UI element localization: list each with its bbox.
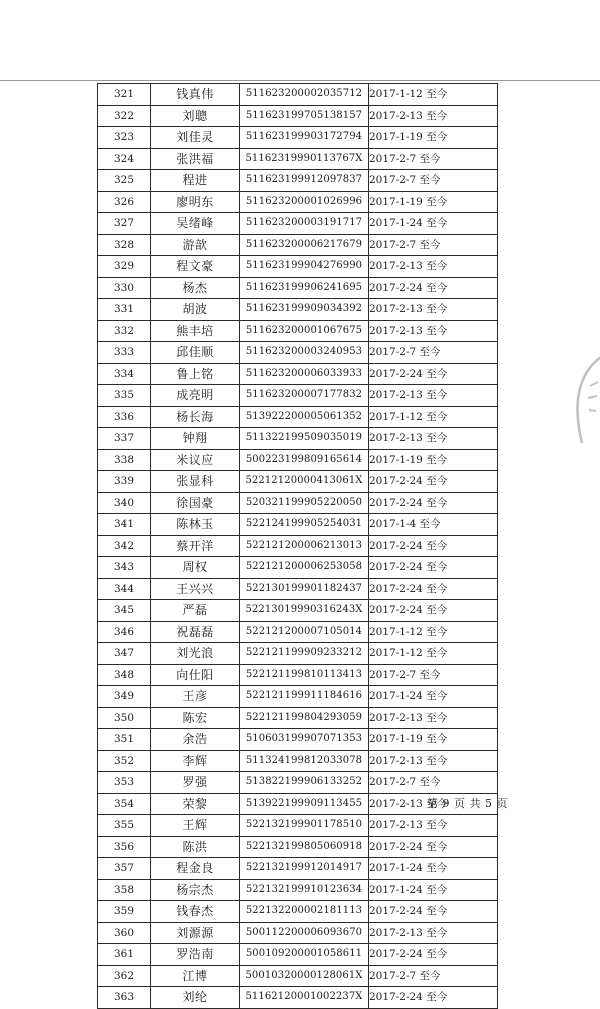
id-number-cell: 513822199906133252: [240, 772, 369, 794]
table-row: [98, 428, 498, 450]
table-row: [98, 213, 498, 235]
name-cell: 陈林玉: [151, 514, 240, 536]
table-row: [98, 836, 498, 858]
row-number-cell: 330: [98, 277, 151, 299]
row-number-cell: 345: [98, 600, 151, 622]
name-cell: 江博: [151, 965, 240, 987]
date-cell: 2017-1-19 至今: [369, 127, 498, 149]
id-number-cell: 511623199904276990: [240, 256, 369, 278]
date-cell: 2017-1-24 至今: [369, 879, 498, 901]
date-cell: 2017-2-13 至今: [369, 793, 498, 815]
date-cell: 2017-1-19 至今: [369, 729, 498, 751]
table-row: [98, 320, 498, 342]
row-number-cell: 321: [98, 84, 151, 106]
date-cell: 2017-2-24 至今: [369, 901, 498, 923]
table-row: [98, 901, 498, 923]
date-cell: 2017-2-24 至今: [369, 557, 498, 579]
name-cell: 钱真伟: [151, 84, 240, 106]
row-number-cell: 349: [98, 686, 151, 708]
date-cell: 2017-2-24 至今: [369, 944, 498, 966]
id-number-cell: 511623199903172794: [240, 127, 369, 149]
date-cell: 2017-2-13 至今: [369, 105, 498, 127]
id-number-cell: 522121200006253058: [240, 557, 369, 579]
name-cell: 张显科: [151, 471, 240, 493]
row-number-cell: 347: [98, 643, 151, 665]
table-row: [98, 535, 498, 557]
id-number-cell: 50010320000128061X: [240, 965, 369, 987]
id-number-cell: 511322199509035019: [240, 428, 369, 450]
table-row: [98, 858, 498, 880]
name-cell: 王辉: [151, 815, 240, 837]
name-cell: 刘聰: [151, 105, 240, 127]
id-number-cell: 511324199812033078: [240, 750, 369, 772]
id-number-cell: 522132199805060918: [240, 836, 369, 858]
row-number-cell: 360: [98, 922, 151, 944]
row-number-cell: 329: [98, 256, 151, 278]
date-cell: 2017-2-7 至今: [369, 772, 498, 794]
row-number-cell: 341: [98, 514, 151, 536]
id-number-cell: 511623200006033933: [240, 363, 369, 385]
table-row: [98, 342, 498, 364]
row-number-cell: 325: [98, 170, 151, 192]
id-number-cell: 51162319990113767X: [240, 148, 369, 170]
date-cell: 2017-2-13 至今: [369, 299, 498, 321]
date-cell: 2017-1-4 至今: [369, 514, 498, 536]
table-row: [98, 750, 498, 772]
id-number-cell: 511623199705138157: [240, 105, 369, 127]
id-number-cell: 511623200001026996: [240, 191, 369, 213]
table-row: [98, 449, 498, 471]
name-cell: 廖明东: [151, 191, 240, 213]
date-cell: 2017-1-19 至今: [369, 191, 498, 213]
table-row: [98, 256, 498, 278]
date-cell: 2017-2-24 至今: [369, 471, 498, 493]
row-number-cell: 356: [98, 836, 151, 858]
date-cell: 2017-2-24 至今: [369, 987, 498, 1009]
table-row: [98, 406, 498, 428]
table-row: [98, 664, 498, 686]
id-number-cell: 522121199810113413: [240, 664, 369, 686]
table-row: [98, 729, 498, 751]
row-number-cell: 327: [98, 213, 151, 235]
table-row: [98, 879, 498, 901]
table-row: [98, 191, 498, 213]
date-cell: 2017-2-24 至今: [369, 836, 498, 858]
name-cell: 程文豪: [151, 256, 240, 278]
id-number-cell: 522130199901182437: [240, 578, 369, 600]
date-cell: 2017-2-24 至今: [369, 578, 498, 600]
date-cell: 2017-2-24 至今: [369, 535, 498, 557]
row-number-cell: 324: [98, 148, 151, 170]
row-number-cell: 323: [98, 127, 151, 149]
name-cell: 程进: [151, 170, 240, 192]
table-row: [98, 557, 498, 579]
name-cell: 钱春杰: [151, 901, 240, 923]
table-row: [98, 105, 498, 127]
id-number-cell: 522132200002181113: [240, 901, 369, 923]
table-row: [98, 84, 498, 106]
table-row: [98, 277, 498, 299]
date-cell: 2017-2-24 至今: [369, 600, 498, 622]
id-number-cell: 500223199809165614: [240, 449, 369, 471]
date-cell: 2017-1-24 至今: [369, 858, 498, 880]
date-cell: 2017-2-7 至今: [369, 234, 498, 256]
table-row: [98, 492, 498, 514]
date-cell: 2017-1-12 至今: [369, 643, 498, 665]
row-number-cell: 352: [98, 750, 151, 772]
table-row: [98, 621, 498, 643]
name-cell: 余浩: [151, 729, 240, 751]
name-cell: 米议应: [151, 449, 240, 471]
name-cell: 李辉: [151, 750, 240, 772]
id-number-cell: 52212120000413061X: [240, 471, 369, 493]
seal-stamp: [568, 348, 600, 458]
row-number-cell: 332: [98, 320, 151, 342]
name-cell: 鲁上铭: [151, 363, 240, 385]
row-number-cell: 353: [98, 772, 151, 794]
name-cell: 刘纶: [151, 987, 240, 1009]
row-number-cell: 328: [98, 234, 151, 256]
row-number-cell: 354: [98, 793, 151, 815]
row-number-cell: 343: [98, 557, 151, 579]
date-cell: 2017-1-19 至今: [369, 449, 498, 471]
row-number-cell: 348: [98, 664, 151, 686]
row-number-cell: 335: [98, 385, 151, 407]
row-number-cell: 331: [98, 299, 151, 321]
row-number-cell: 346: [98, 621, 151, 643]
name-cell: 荣黎: [151, 793, 240, 815]
name-cell: 邱佳顺: [151, 342, 240, 364]
date-cell: 2017-2-7 至今: [369, 170, 498, 192]
id-number-cell: 51162120001002237X: [240, 987, 369, 1009]
name-cell: 刘佳灵: [151, 127, 240, 149]
name-cell: 熊丰培: [151, 320, 240, 342]
id-number-cell: 513922199909113455: [240, 793, 369, 815]
date-cell: 2017-1-24 至今: [369, 213, 498, 235]
name-cell: 周权: [151, 557, 240, 579]
row-number-cell: 355: [98, 815, 151, 837]
date-cell: 2017-1-12 至今: [369, 621, 498, 643]
date-cell: 2017-2-13 至今: [369, 428, 498, 450]
id-number-cell: 522132199912014917: [240, 858, 369, 880]
row-number-cell: 357: [98, 858, 151, 880]
table-row: [98, 299, 498, 321]
records-table-body: [98, 84, 498, 1009]
table-row: [98, 514, 498, 536]
row-number-cell: 333: [98, 342, 151, 364]
date-cell: 2017-2-13 至今: [369, 922, 498, 944]
name-cell: 陈宏: [151, 707, 240, 729]
id-number-cell: 511623200003240953: [240, 342, 369, 364]
table-row: [98, 965, 498, 987]
name-cell: 王兴兴: [151, 578, 240, 600]
row-number-cell: 351: [98, 729, 151, 751]
id-number-cell: 511623200006217679: [240, 234, 369, 256]
id-number-cell: 522132199901178510: [240, 815, 369, 837]
table-row: [98, 815, 498, 837]
name-cell: 张洪福: [151, 148, 240, 170]
table-row: [98, 471, 498, 493]
name-cell: 刘源源: [151, 922, 240, 944]
id-number-cell: 522121199804293059: [240, 707, 369, 729]
id-number-cell: 511623200001067675: [240, 320, 369, 342]
row-number-cell: 337: [98, 428, 151, 450]
id-number-cell: 511623200007177832: [240, 385, 369, 407]
row-number-cell: 322: [98, 105, 151, 127]
table-row: [98, 127, 498, 149]
table-row: [98, 600, 498, 622]
table-row: [98, 922, 498, 944]
name-cell: 严磊: [151, 600, 240, 622]
table-row: [98, 578, 498, 600]
name-cell: 程金良: [151, 858, 240, 880]
id-number-cell: 520321199905220050: [240, 492, 369, 514]
row-number-cell: 340: [98, 492, 151, 514]
id-number-cell: 522132199910123634: [240, 879, 369, 901]
table-row: [98, 363, 498, 385]
row-number-cell: 344: [98, 578, 151, 600]
id-number-cell: 511623199906241695: [240, 277, 369, 299]
name-cell: 罗浩南: [151, 944, 240, 966]
date-cell: 2017-2-13 至今: [369, 385, 498, 407]
row-number-cell: 363: [98, 987, 151, 1009]
table-row: [98, 385, 498, 407]
name-cell: 罗强: [151, 772, 240, 794]
records-table: [97, 83, 498, 1009]
table-row: [98, 987, 498, 1009]
row-number-cell: 362: [98, 965, 151, 987]
name-cell: 向仕阳: [151, 664, 240, 686]
page-number-footer: 第 9 页 共 5 页: [427, 797, 508, 810]
date-cell: 2017-2-7 至今: [369, 342, 498, 364]
name-cell: 蔡开洋: [151, 535, 240, 557]
name-cell: 胡波: [151, 299, 240, 321]
name-cell: 陈洪: [151, 836, 240, 858]
id-number-cell: 510603199907071353: [240, 729, 369, 751]
date-cell: 2017-1-24 至今: [369, 686, 498, 708]
id-number-cell: 511623200003191717: [240, 213, 369, 235]
date-cell: 2017-2-7 至今: [369, 148, 498, 170]
name-cell: 钟翔: [151, 428, 240, 450]
name-cell: 杨杰: [151, 277, 240, 299]
date-cell: 2017-2-13 至今: [369, 707, 498, 729]
row-number-cell: 359: [98, 901, 151, 923]
table-row: [98, 686, 498, 708]
date-cell: 2017-2-24 至今: [369, 492, 498, 514]
id-number-cell: 522121200006213013: [240, 535, 369, 557]
name-cell: 杨长海: [151, 406, 240, 428]
date-cell: 2017-2-13 至今: [369, 815, 498, 837]
table-row: [98, 707, 498, 729]
scan-top-edge: [0, 80, 600, 81]
id-number-cell: 500112200006093670: [240, 922, 369, 944]
row-number-cell: 338: [98, 449, 151, 471]
row-number-cell: 326: [98, 191, 151, 213]
row-number-cell: 358: [98, 879, 151, 901]
table-row: [98, 170, 498, 192]
id-number-cell: 511623199909034392: [240, 299, 369, 321]
name-cell: 祝磊磊: [151, 621, 240, 643]
table-row: [98, 944, 498, 966]
id-number-cell: 52213019990316243X: [240, 600, 369, 622]
table-row: [98, 643, 498, 665]
id-number-cell: 511623200002035712: [240, 84, 369, 106]
id-number-cell: 522121200007105014: [240, 621, 369, 643]
date-cell: 2017-1-12 至今: [369, 406, 498, 428]
id-number-cell: 522121199911184616: [240, 686, 369, 708]
date-cell: 2017-2-13 至今: [369, 320, 498, 342]
id-number-cell: 511623199912097837: [240, 170, 369, 192]
table-row: [98, 148, 498, 170]
row-number-cell: 361: [98, 944, 151, 966]
row-number-cell: 342: [98, 535, 151, 557]
date-cell: 2017-2-24 至今: [369, 277, 498, 299]
name-cell: 徐国豪: [151, 492, 240, 514]
date-cell: 2017-2-13 至今: [369, 256, 498, 278]
row-number-cell: 334: [98, 363, 151, 385]
row-number-cell: 350: [98, 707, 151, 729]
id-number-cell: 522124199905254031: [240, 514, 369, 536]
row-number-cell: 336: [98, 406, 151, 428]
table-row: [98, 234, 498, 256]
id-number-cell: 500109200001058611: [240, 944, 369, 966]
date-cell: 2017-2-24 至今: [369, 363, 498, 385]
name-cell: 游歆: [151, 234, 240, 256]
row-number-cell: 339: [98, 471, 151, 493]
date-cell: 2017-2-7 至今: [369, 965, 498, 987]
id-number-cell: 522121199909233212: [240, 643, 369, 665]
name-cell: 刘光浪: [151, 643, 240, 665]
name-cell: 吴绪峰: [151, 213, 240, 235]
date-cell: 2017-2-7 至今: [369, 664, 498, 686]
name-cell: 成亮明: [151, 385, 240, 407]
name-cell: 王彦: [151, 686, 240, 708]
name-cell: 杨宗杰: [151, 879, 240, 901]
id-number-cell: 513922200005061352: [240, 406, 369, 428]
table-row: [98, 772, 498, 794]
date-cell: 2017-1-12 至今: [369, 84, 498, 106]
date-cell: 2017-2-13 至今: [369, 750, 498, 772]
